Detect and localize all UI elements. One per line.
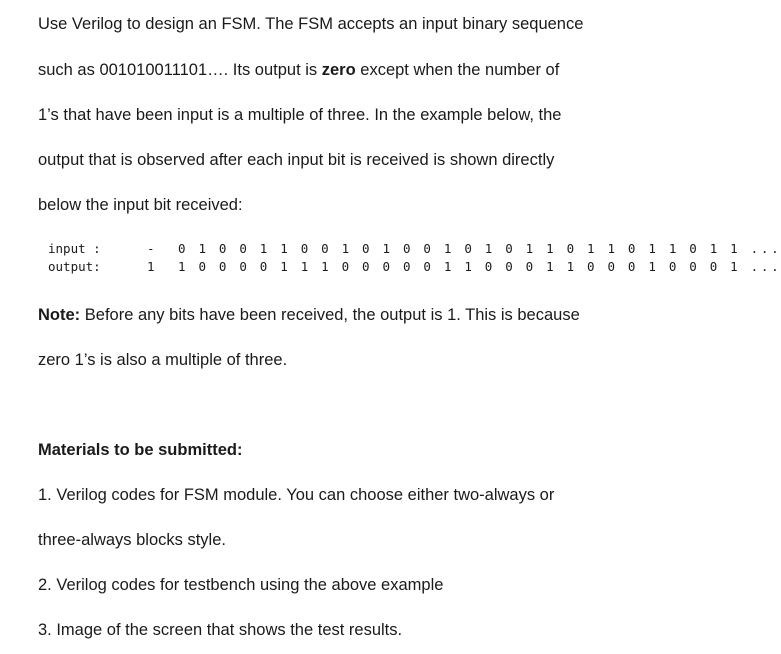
paragraph-line-1: Use Verilog to design an FSM. The FSM accepts an input binary sequence [38,15,584,33]
output-initial: 1 [147,259,155,274]
note-label: Note: [38,306,81,324]
materials-item-1-line-2: three-always blocks style. [38,531,226,549]
zero-emphasis: zero [321,61,356,79]
paragraph-line-4: output that is observed after each input bit is received is shown directly [38,151,555,169]
input-bit-sequence: 0 1 0 0 1 1 0 0 1 0 1 0 0 1 0 1 0 1 1 0 1 1 0 1 1 0 1 1 ... [178,241,781,256]
materials-heading [38,440,242,460]
note-line-1-rest: Before any bits have been received, the output is 1. This is because [80,306,580,324]
output-bit-sequence: 1 0 0 0 0 1 1 1 0 0 0 0 0 1 1 0 0 0 1 1 0 0 0 1 0 0 0 1 ... [178,259,781,274]
paragraph-line-2-pre: such as 001010011101…. Its output is [38,61,322,79]
input-initial: - [147,241,155,256]
paragraph-line-3: 1’s that have been input is a multiple of three. In the example below, the [38,106,562,124]
note-line-1 [38,305,580,325]
input-label: input : [48,241,101,256]
paragraph-line-2-post: except when the number of [355,61,560,79]
materials-item-1-line-1: 1. Verilog codes for FSM module. You can choose either two-always or [38,486,555,504]
paragraph-line-5: below the input bit received: [38,196,243,214]
note-line-2: zero 1’s is also a multiple of three. [38,351,288,369]
materials-heading-text: Materials to be submitted: [38,441,243,459]
materials-item-3: 3. Image of the screen that shows the test results. [38,621,403,639]
output-label: output: [48,259,101,274]
materials-item-2: 2. Verilog codes for testbench using the above example [38,576,444,594]
paragraph-line-2 [38,60,559,80]
